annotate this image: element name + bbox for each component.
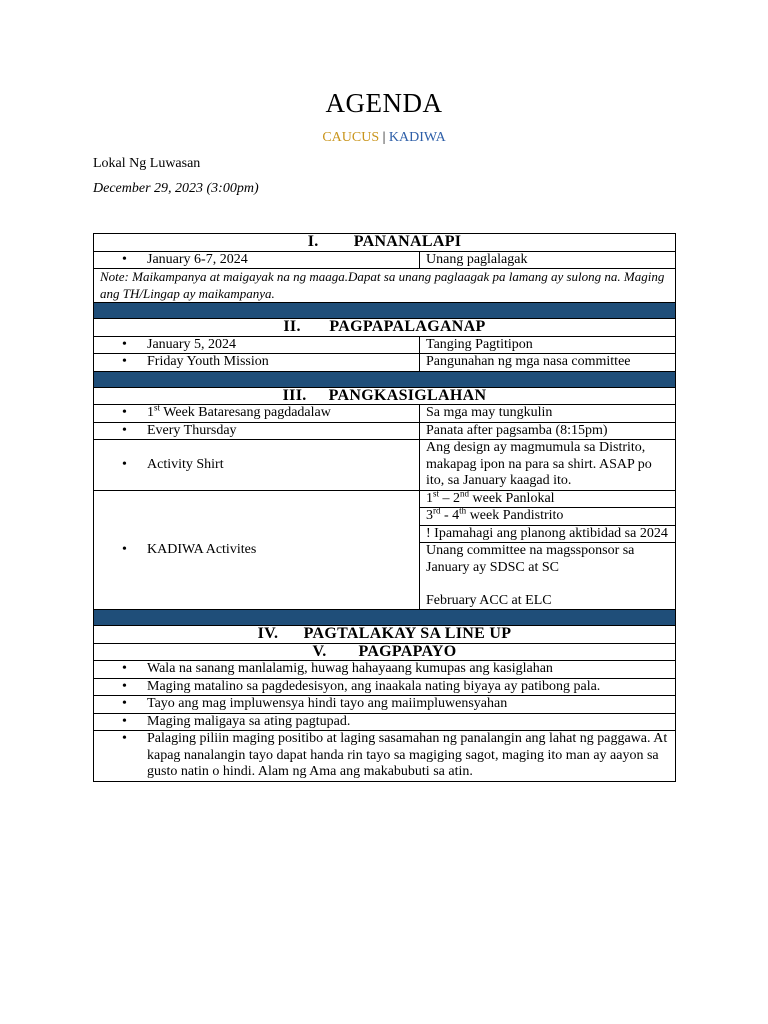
advice-item [94,661,676,679]
bullet-item: • Maging matalino sa pagdedesisyon, ang inaakala nating biyaya ay patibong pala. [100,679,669,696]
table-row [94,440,676,491]
ordinal-suffix: nd [460,487,470,498]
bullet-item: • January 5, 2024 [100,337,413,354]
row-item [94,440,420,491]
divider-bar [94,371,676,387]
detail-text: week Panlokal [469,490,555,506]
section-title: PANGKASIGLAHAN [328,386,487,404]
ordinal-suffix: st [154,402,161,413]
row-detail: Tanging Pagtitipon [420,336,676,354]
section-header-row [94,319,676,337]
section-divider [94,371,676,387]
table-row [94,422,676,440]
section-number: IV. [257,625,279,642]
section-header-row [94,234,676,252]
section-heading-pangkasiglahan [94,387,676,405]
page-title: AGENDA [325,88,443,118]
advice-item [94,731,676,782]
table-row [94,678,676,696]
section-heading-pagtalakay [94,626,676,644]
subtitle-caucus: CAUCUS [322,130,380,145]
row-item [94,422,420,440]
table-row [94,731,676,782]
ordinal-number: 1 [426,490,433,506]
item-text: Week Bataresang pagdadalaw [160,405,331,420]
table-row [94,269,676,303]
row-item [94,251,420,269]
section-number: I. [307,233,319,250]
section-title: PAGTALAKAY SA LINE UP [303,625,512,642]
table-row [94,490,676,508]
ordinal-number: – 2 [439,490,461,506]
bullet-item: • KADIWA Activites [100,542,413,559]
table-row [94,336,676,354]
agenda-table [93,233,676,782]
section-divider [94,610,676,626]
bullet-item: • Activity Shirt [100,457,413,474]
ordinal-number: 1 [147,405,154,420]
row-detail: ! Ipamahagi ang planong aktibidad sa 2024 [420,525,676,543]
bullet-item [100,402,413,422]
ordinal-number: - 4 [440,508,460,523]
row-detail: Pangunahan ng mga nasa committee [420,354,676,372]
ordinal-suffix: rd [433,505,441,516]
row-detail: Ang design ay magmumula sa Distrito, makapag ipon na para sa shirt. ASAP po ito, sa January kaagad ito. [420,440,676,491]
table-row [94,251,676,269]
table-row [94,696,676,714]
row-detail [420,505,676,526]
bullet-item: • Maging maligaya sa ating pagtupad. [100,714,669,731]
meeting-date: December 29, 2023 (3:00pm) [93,181,259,196]
section-header-row [94,626,676,644]
ordinal-suffix: st [433,487,440,498]
bullet-item: • Wala na sanang manlalamig, huwag hahayaang kumupas ang kasiglahan [100,661,669,678]
table-row [94,354,676,372]
section-title: PANANALAPI [353,233,462,250]
row-item [94,490,420,610]
section-heading-pagpapalaganap [94,319,676,337]
table-row [94,713,676,731]
location: Lokal Ng Luwasan [93,156,201,171]
bullet-item: • January 6-7, 2024 [100,252,413,269]
divider-bar [94,610,676,626]
bullet-item: • Every Thursday [100,423,413,440]
section-header-row [94,643,676,661]
section-header-row [94,387,676,405]
section-title: PAGPAPALAGANAP [329,318,486,335]
table-row [94,661,676,679]
section-number: II. [283,318,301,335]
advice-item [94,696,676,714]
section-title: PAGPAPAYO [358,642,457,660]
section-divider [94,303,676,319]
detail-text: February ACC at ELC [426,592,552,608]
spacer [426,576,669,593]
table-row [94,405,676,423]
row-detail: Sa mga may tungkulin [420,405,676,423]
subtitle [0,130,768,146]
bullet-item: • Palaging piliin maging positibo at laging sasamahan ng panalangin ang lahat ng paggawa. At kapag nanalangin tayo dapat handa rin tayo sa magiging sagot, maging ito man ay aayon sa gusto natin o hindi. Alam ng Ama ang makabubuti sa atin. [100,731,669,781]
row-detail: Panata after pagsamba (8:15pm) [420,422,676,440]
detail-text: Unang committee na magssponsor sa January ay SDSC at SC [426,543,635,575]
section-heading-pananalapi [94,234,676,252]
section-number: V. [312,642,327,660]
row-item [94,336,420,354]
advice-item [94,713,676,731]
divider-bar [94,303,676,319]
row-item [94,402,420,423]
section-heading-pagpapayo [94,643,676,661]
row-item [94,354,420,372]
bullet-item: • Friday Youth Mission [100,354,413,371]
detail-text: week Pandistrito [466,508,564,523]
bullet-item: • Tayo ang mag impluwensya hindi tayo ang maiimpluwensyahan [100,696,669,713]
section-number: III. [282,386,307,404]
subtitle-kadiwa: KADIWA [388,130,446,145]
ordinal-suffix: th [459,505,467,516]
note-cell: Note: Maikampanya at maigayak na ng maaga.Dapat sa unang paglaagak pa lamang ay sulong na. Maging ang TH/Lingap ay maikampanya. [94,269,676,303]
row-detail [420,487,676,508]
row-detail: Unang paglalagak [420,251,676,269]
row-detail [420,543,676,610]
advice-item [94,678,676,696]
ordinal-number: 3 [426,508,433,523]
subtitle-separator: | [379,130,389,145]
